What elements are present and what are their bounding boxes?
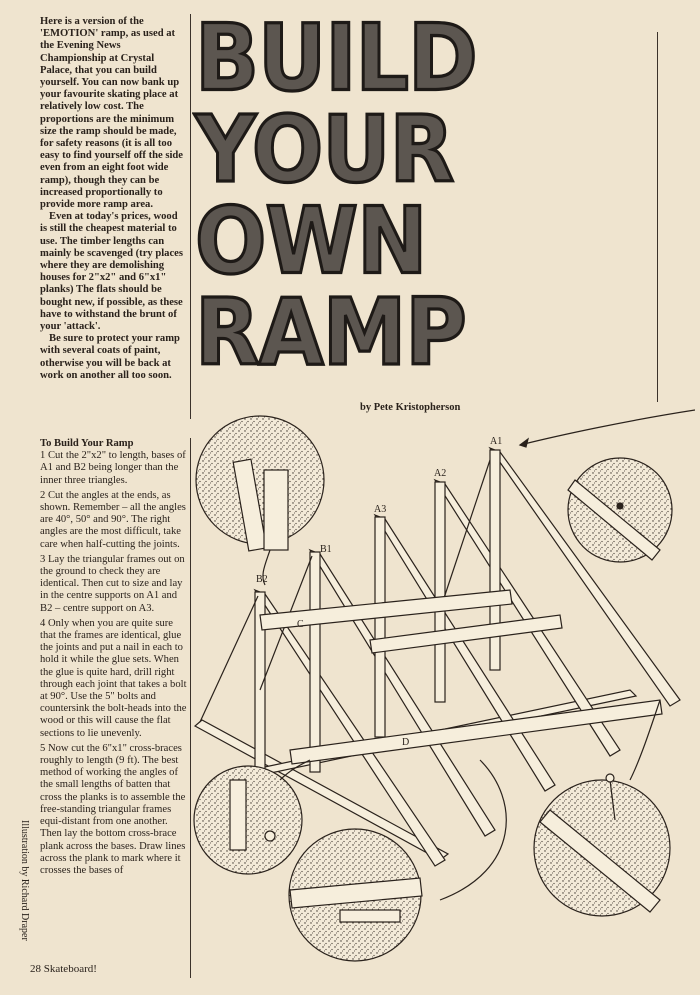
page-folio: 28 Skateboard!: [30, 963, 97, 975]
step-5: 5 Now cut the 6"x1" cross-braces roughly to length (9 ft). The best method of working the angles of the small lengths of batten that cross the planks is to assemble the free-standing triangular frames equi-distant from one another. Then lay the bottom cross-brace plank across the bases. Draw lines across the plank to mark where it crosses the bases of: [40, 742, 186, 876]
illustration-credit: Illustration by Richard Draper: [19, 820, 30, 941]
label-c: C: [297, 619, 304, 630]
frame-b1-post: [310, 552, 320, 772]
headline-line-1: BUILD: [195, 4, 477, 112]
headline-line-3: OWN: [195, 187, 427, 295]
instructions-heading: To Build Your Ramp: [40, 438, 134, 449]
intro-paragraph-1: Here is a version of the 'EMOTION' ramp, as used at the Evening News Championship at Crystal Palace, that you can build yourself. You can now bank up your favourite skating place at relatively low cost. The proportions are the minimum size the ramp should be made, for safety reasons (it is all too easy to find yourself off the side even from an eight foot wide ramp), though they can be increased proportionally to provide more ramp area.: [40, 16, 184, 211]
frame-b1-beam: [310, 550, 495, 836]
step-3: 3 Lay the triangular frames out on the ground to check they are identical. Then cut to size and lay in the centre supports on A1 and B2 – centre support on A3.: [40, 553, 185, 614]
headline-line-4: RAMP: [195, 279, 466, 386]
label-b2: B2: [256, 574, 268, 585]
step-1: 1 Cut the 2"x2" to length, bases of A1 and B2 being longer than the inner three triangles.: [40, 450, 186, 486]
detail-circle-bottom-left: [194, 766, 302, 874]
intro-paragraph-3: Be sure to protect your ramp with several coats of paint, otherwise you will be back at work on another all too soon.: [40, 333, 180, 381]
label-a3: A3: [374, 504, 387, 515]
frame-b2-strut: [200, 596, 258, 722]
frame-a2-post: [435, 482, 445, 702]
step-4: 4 Only when you are quite sure that the frames are identical, glue the joints and put a nail in each to hold it while the glue sets. When the glue is quite hard, drill right through each joint that takes a bolt at 90°. Use the 5" bolts and countersink the bolt-heads into the wood or this will cause the flat sections to lie unevenly.: [40, 617, 187, 739]
intro-text: [40, 16, 186, 382]
headline: [195, 4, 665, 386]
headline-line-2: YOUR: [195, 95, 454, 203]
instructions: [40, 438, 190, 880]
column-rule-top: [190, 14, 191, 419]
frame-a1-strut: [440, 460, 490, 610]
label-b1: B1: [320, 544, 332, 555]
byline: by Pete Kristopherson: [360, 402, 461, 413]
label-a1: A1: [490, 436, 503, 447]
label-d: D: [402, 737, 410, 748]
step-2: 2 Cut the angles at the ends, as shown. Remember – all the angles are 40°, 50° and 90°. The right angles are the most difficult, take care when half-cutting the joints.: [40, 489, 186, 550]
ramp-diagram: [190, 400, 695, 990]
label-a2: A2: [434, 468, 447, 479]
frame-a3-post: [375, 517, 385, 737]
intro-paragraph-2: Even at today's prices, wood is still the cheapest material to use. The timber lengths can mainly be scavenged (try places where they are demolishing houses for 2"x2" and 6"x1" planks) The flats should be bought new, if possible, as these have to withstand the brunt of your 'attack'.: [40, 211, 184, 333]
